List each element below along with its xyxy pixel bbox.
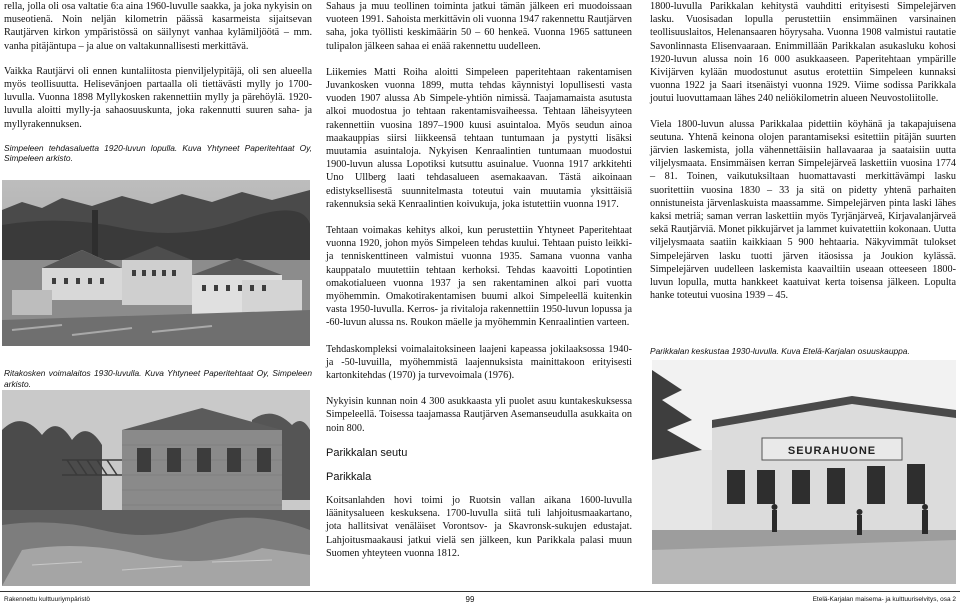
footer-rule	[0, 591, 960, 592]
footer-right-text: Etelä-Karjalan maisema- ja kulttuuriselvitys, osa 2	[812, 596, 956, 603]
paragraph: Liikemies Matti Roiha aloitti Simpeleen paperitehtaan rakentamisen Juvankosken vuonna 1899, mutta tehdas käynnistyi lopullisesti vasta vuoden 1907 alussa Ab Simpele-yhtiön nimissä. Taajamamaista asutusta alkoi muodostua jo tehtaan rakentamisvaiheessa. Tehtaan läheisyyteen rakennettiin vuosina 1897–1900 kuusi asuintaloa. Myös seudun ainoa maakauppias siirsi liikkeensä tehtaan tuntumaan ja pystytti lisäksi muutamia asuintaloja. Nykyisen Kenraalintien tuntumaan muodostui 1900-luvun alussa Lopotiksi kutsuttu asuinalue. Vuonna 1917 arkkitehti Uno Ullberg laati tehdasalueen asemakaavan. Tästä aikoinaan edistyksellisestä suunnitelmasta toteutui vain muutamia yksittäisiä rakennuksia sekä Kenraalintien koivukuja, joka istutettiin vuonna 1917.	[326, 66, 632, 210]
paragraph: Koitsanlahden hovi toimi jo Ruotsin vallan aikana 1600-luvulla läänitysalueen keskuksena. 1700-luvulla siitä tuli lahjoitusmaakartano, jota hallitsivat venäläiset Vorontsov- ja Skavronsk-sukujen edustajat. Lahjoitusmaakausi jatkui vielä sen jälkeen, kun Parikkala palasi muun Suomen yhteyteen vuonna 1812.	[326, 494, 632, 559]
paragraph: Tehdaskompleksi voimalaitoksineen laajeni kapeassa jokilaaksossa 1940-ja -50-luvuilla, myöhemmistä laajennuksista mainittakoon erityisesti kartonkitehdas (1970) ja turvevoimala (1976).	[326, 343, 632, 382]
parikkala-centre-photo-image	[652, 360, 956, 584]
text-column-right	[650, 0, 956, 312]
building-sign: SEURAHUONE	[787, 445, 877, 457]
paragraph: Tehtaan voimakas kehitys alkoi, kun perustettiin Yhtyneet Paperitehtaat vuonna 1920, johon myös Simpeleen tehdas kuului. Tehtaan puisto leikki- ja tenniskenttineen valmistui vuonna 1935. Samana vuonna vanha kauppatalo muutettiin tehtaan kerhoksi. Tehdas kaavoitti Lopotintien omakotialueen vuonna 1937 ja sen rakentaminen alkoi pari vuotta myöhemmin. Omakotirakentamisen buumi alkoi Simpeleellä kuitenkin vasta 1950-luvulla. Kerros- ja rivitaloja rakennettiin 1950-luvun lopussa ja -60-luvun alussa ns. Roukon mäelle ja myöhemmin Kenraalintien varteen.	[326, 225, 632, 329]
paragraph: 1800-luvulla Parikkalan kehitystä vauhditti erityisesti Simpelejärven lasku. Vuosisadan lopulla perustettiin ensimmäinen varsinainen teollisuuslaitos, Helenansaaren höyrysaha. Vuonna 1908 valmistui rautatie Savonlinnasta Elisenvaaraan. Enimmillään Parikkalan asukasluku kohosi 1920-luvun alussa noin 16 000 asukkaaseen. Paperitehtaan ympärille Kivijärven kylään muodostunut asutus erotettiin Simpeleen kunnaksi vuonna 1922 ja Saari itsenäistyi vuonna 1929. Viime sodissa Parikkala joutui luovuttamaan lähes 240 neliökilometrin alueen Neuvostoliitolle.	[650, 1, 956, 105]
power-plant-photo-image	[2, 390, 310, 586]
footer-left-text: Rakennettu kulttuuriympäristö	[4, 596, 90, 603]
paragraph: rella, jolla oli osa valtatie 6:a aina 1960-luvulle saakka, ja joka nykyisin on museotienä. Noin neljän kilometrin päässä kasarmeista sijaitsevan Rautjärven kirkon ympäristössä on säilynyt vanhaa kylämiljöötä – mm. vanha pitäjäntupa – ja alue on valtakunnallisesti merkittävä.	[4, 1, 312, 52]
photo-caption: Ritakosken voimalaitos 1930-luvulla. Kuva Yhtyneet Paperitehtaat Oy, Simpeleen arkisto.	[4, 368, 312, 389]
power-plant-photo	[2, 390, 310, 586]
page-number: 99	[465, 595, 475, 604]
text-column-middle	[326, 0, 632, 570]
section-heading: Parikkalan seutu	[326, 446, 408, 459]
factory-photo-image	[2, 180, 310, 346]
photo-caption: Parikkalan keskustaa 1930-luvulla. Kuva Etelä-Karjalan osuuskauppa.	[650, 346, 910, 356]
paragraph: Nykyisin kunnan noin 4 300 asukkaasta yli puolet asuu kuntakeskuksessa Simpeleellä. Toisessa taajamassa Rautjärven Asemanseudulla asukkaita on noin 800.	[326, 396, 632, 434]
paragraph: Viela 1800-luvun alussa Parikkalaa pidettiin köyhänä ja takapajuisena seutuna. Yhtenä keinona olojen parantamiseksi esitettiin pitäjän suurten järvien laskemista, jolla vähennettäisiin hallavaaraa ja saataisiin uutta viljelysmaata. Ensimmäisen kerran Simpelejärveä laskettiin vuosina 1774 – 81. Toinen, vaikutuksiltaan huomattavasti merkittävämpi lasku suoritettiin vuosina 1830 – 33 ja sitä on pidetty yhtenä parhaiten onnistuneista järvenlaskuista maassamme. Simpelejärven pinta laski lähes kaksi metriä; saman verran laskettiin myös Tyrjänjärveä, Kirjavalanjärveä sekä Rautjärviä. Monet pikkujärvet ja lammet kuivatettiin kokonaan. Uutta viljelysmaata saatiin kaikkiaan 5 900 hehtaaria. Näkyvimmät tulokset Simpelejärven lasku tuotti järven itäosissa ja Joukion kylässä. Simpelejärven uudelleen laskemista kaavailtiin useaan otteeseen 1800-luvun lopulla, mutta hankkeet kaatuivat kerta toisensa jälkeen. Lopulta hanke toteutui vuosina 1939 – 45.	[650, 118, 956, 302]
photo-caption: Simpeleen tehdasaluetta 1920-luvun lopulla. Kuva Yhtyneet Paperitehtaat Oy, Simpeleen arkisto.	[4, 142, 312, 164]
paragraph: Vaikka Rautjärvi oli ennen kuntaliitosta pienviljelypitäjä, oli sen alueella myös teollisuutta. Helisevänjoen partaalla oli tiettävästi mylly jo 1700-luvulla. Vuonna 1898 Myllykosken rakennettiin mylly ja pärehöylä. 1920-luvulla aloitti mylly-ja sahaosuuskunta, joka rakennutti suuren saha- ja myllyrakennuksen.	[4, 65, 312, 130]
factory-photo	[2, 180, 310, 346]
paragraph: Sahaus ja muu teollinen toiminta jatkui tämän jälkeen eri muodoissaan vuoteen 1991. Sahoista merkittävin oli vuonna 1947 rakennettu Rautjärven saha, joka työllisti keskimäärin 50 – 60 henkeä. Vuonna 1965 sattuneen tulipalon jälkeen sahaa ei enää rakennettu uudelleen.	[326, 1, 632, 52]
subsection-heading: Parikkala	[326, 470, 372, 483]
text-column-left	[4, 0, 312, 174]
parikkala-centre-photo	[652, 360, 956, 584]
